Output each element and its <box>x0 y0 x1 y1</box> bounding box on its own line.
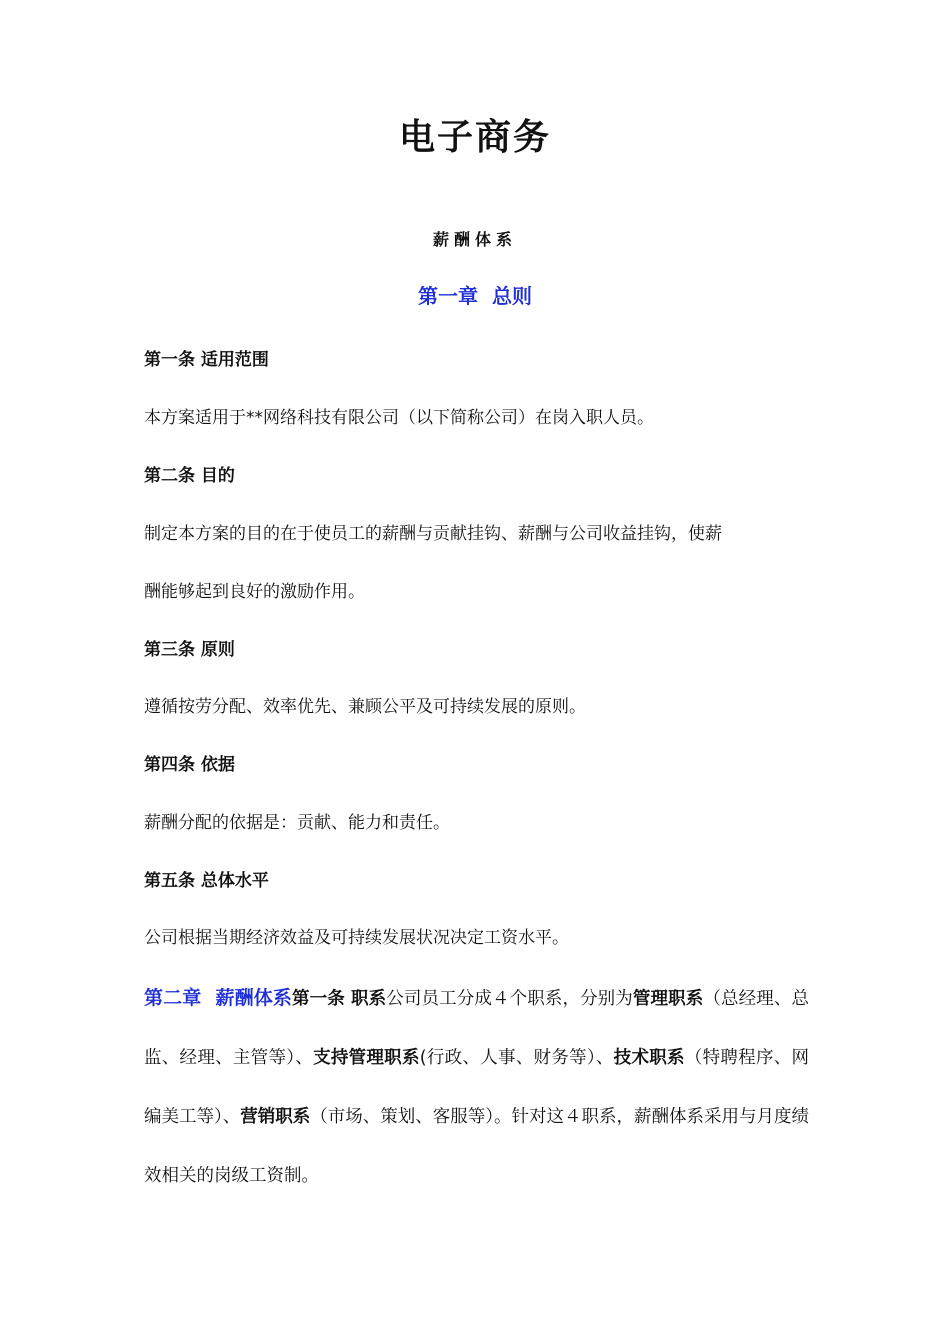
chapter-2-seg1: 公司员工分成４个职系，分别为 <box>386 989 633 1009</box>
article-2-title: 第二条 目的 <box>144 466 235 486</box>
article-1-text: 本方案适用于**网络科技有限公司（以下简称公司）在岗入职人员。 <box>144 408 654 428</box>
chapter-2-seg5: （市场、策划、客服等）。针对这４职系，薪酬体系采用与月度绩效相关的岗级工资制。 <box>144 1107 809 1186</box>
article-5-title: 第五条 总体水平 <box>144 871 269 891</box>
article-4-title: 第四条 依据 <box>144 755 235 775</box>
document-title: 电子商务 <box>398 117 551 158</box>
article-2-text-line1: 制定本方案的目的在于使员工的薪酬与贡献挂钩、薪酬与公司收益挂钩，使薪 <box>144 524 722 544</box>
document-subtitle: 薪酬体系 <box>432 230 517 249</box>
chapter-2-seg4: （特聘程序、网编美工等）、 <box>144 1048 810 1127</box>
technical-track: 技术职系 <box>613 1048 685 1068</box>
sales-track: 营销职系 <box>240 1107 311 1127</box>
chapter-2-seg2: （总经理、总监、经理、主管等）、 <box>144 989 809 1068</box>
management-track: 管理职系 <box>632 989 704 1009</box>
chapter-2-seg3: (行政、人事、财务等）、 <box>419 1048 614 1068</box>
chapter-2-label: 第二章 <box>144 987 202 1009</box>
article-3-title: 第三条 原则 <box>144 640 235 660</box>
article-3-text: 遵循按劳分配、效率优先、兼顾公平及可持续发展的原则。 <box>144 697 586 717</box>
article-5-text: 公司根据当期经济效益及可持续发展状况决定工资水平。 <box>144 928 569 948</box>
chapter-1-name: 总则 <box>492 284 532 308</box>
support-management-track: 支持管理职系 <box>313 1048 420 1068</box>
chapter-2-paragraph <box>144 969 809 1206</box>
chapter-2-name: 薪酬体系 <box>215 987 292 1009</box>
article-2-text-line2: 酬能够起到良好的激励作用。 <box>144 582 365 602</box>
chapter-1-label: 第一章 <box>418 284 478 308</box>
article-4-text: 薪酬分配的依据是：贡献、能力和责任。 <box>144 813 450 833</box>
chapter-1-heading <box>0 281 950 311</box>
chapter-2-article-title: 第一条 职系 <box>291 989 387 1009</box>
article-1-title: 第一条 适用范围 <box>144 350 269 370</box>
